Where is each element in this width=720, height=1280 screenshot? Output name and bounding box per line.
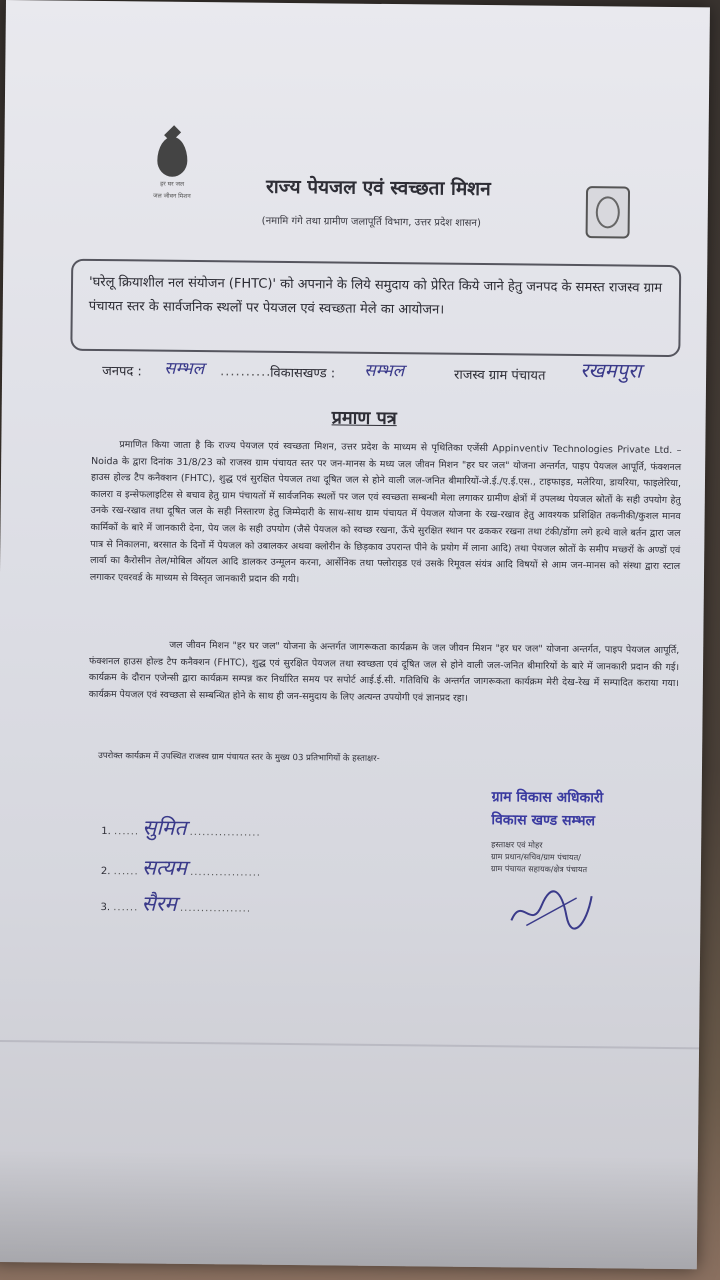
signature-1: सुमित bbox=[142, 815, 187, 840]
district-label: जनपद : bbox=[102, 364, 142, 380]
officer-stamp-text bbox=[491, 839, 691, 877]
signature-number: 1. bbox=[101, 826, 111, 838]
signature-line-3 bbox=[100, 889, 251, 919]
village-label: राजस्व ग्राम पंचायत bbox=[454, 367, 546, 384]
logo-caption-1: हर घर जल bbox=[160, 180, 185, 188]
logo-caption-2: जल जीवन मिशन bbox=[153, 192, 191, 200]
signature-dots: ................. bbox=[189, 826, 261, 839]
stamp-line-3: ग्राम पंचायत सहायक/क्षेत्र पंचायत bbox=[490, 864, 588, 875]
paper-fold bbox=[0, 1040, 699, 1049]
signatures-intro: उपरोक्त कार्यक्रम में उपस्थित राजस्व ग्राम पंचायत स्तर के मुख्य 03 प्रतिभागियों के हस्ताक्षर- bbox=[98, 751, 380, 764]
header-subtitle: (नमामि गंगे तथा ग्रामीण जलापूर्ति विभाग, उत्तर प्रदेश शासन) bbox=[261, 215, 481, 229]
stamp-line-1: हस्ताक्षर एवं मोहर bbox=[491, 840, 543, 850]
signature-dots: ...... bbox=[113, 866, 139, 878]
signature-dots: ................. bbox=[179, 902, 252, 915]
signature-dots: ...... bbox=[113, 826, 140, 838]
jal-jeevan-logo bbox=[142, 136, 203, 201]
certificate-title: प्रमाण पत्र bbox=[331, 407, 397, 430]
signature-2: सत्यम bbox=[141, 855, 188, 880]
officer-block-name: विकास खण्ड सम्भल bbox=[491, 812, 596, 830]
signature-3: सैरम bbox=[141, 891, 178, 916]
block-label: विकासखण्ड : bbox=[270, 365, 336, 382]
village-value: रखमपुरा bbox=[580, 358, 642, 383]
district-value: सम्भल bbox=[164, 358, 205, 380]
signature-line-2 bbox=[101, 853, 262, 883]
paper-shadow bbox=[0, 1150, 698, 1269]
event-notice-box bbox=[70, 259, 681, 357]
certificate-paragraph-2: जल जीवन मिशन "हर घर जल" योजना के अन्तर्गत जागरूकता कार्यक्रम के जल जीवन मिशन "हर घर जल" योजना अन्तर्गत, पाइप पेयजल आपूर्ति, फंक्शनल हाउस होल्ड टैप कनैक्शन (FHTC), शुद्ध एवं सुरक्षित पेयजल तथा स्वच्छता एवं दूषित जल से होने वाली जल-जनित बीमारियों के बारे में जानकारी प्रदान की गई। कार्यक्रम के दौरान एजेन्सी द्वारा कार्यक्रम सम्पन्न कर निर्धारित समय पर सपोर्ट आई.ई.सी. गतिविधि के अन्तर्गत जागरूकता कार्यक्रम मेरी देख-रेख में सम्पादित कराया गया। कार्यक्रम पेयजल एवं स्वच्छता से सम्बन्धित होने के साथ ही जन-समुदाय के लिए अत्यन्त उपयोगी एवं ज्ञानप्रद रहा। bbox=[88, 639, 680, 704]
water-drop-icon bbox=[157, 137, 187, 177]
header-title: राज्य पेयजल एवं स्वच्छता मिशन bbox=[265, 175, 491, 201]
district-dots: .......... bbox=[220, 364, 272, 380]
certificate-paragraph-1: प्रमाणित किया जाता है कि राज्य पेयजल एवं स्वच्छता मिशन, उत्तर प्रदेश के माध्यम से पृथितिका एजेंसी Appinventiv Technologies Private Ltd. – Noida के द्वारा दिनांक 31/8/23 को राजस्व ग्राम पंचायत स्तर पर जन-मानस के मध्य जल जीवन मिशन "हर घर जल" योजना अन्तर्गत, पाइप पेयजल आपूर्ति, फंक्शनल हाउस होल्ड टैप कनैक्शन (FHTC), शुद्ध एवं सुरक्षित पेयजल तथा दूषित जल से होने वाली जल-जनित बीमारियों-जे.ई./ए.ई.एस., टाइफाइड, मलेरिया, डायरिया, फाइलेरिया, कालरा व इन्सेफलाइटिस से बचाव हेतु ग्राम पंचायतों में सार्वजनिक स्थलों पर जल एवं स्वच्छता सम्बन्धी मेला लगाकर ग्रामीण क्षेत्रों में उपलब्ध पेयजल स्रोतों के सही उपयोग हेतु उनके रख-रखाव तथा दूषित जल के सही निस्तारण हेतु जिम्मेदारी के साथ-साथ ग्राम पंचायत में पेयजल योजना के रख-रखाव हेतु आवश्यक प्रशिक्षित तकनीकी/कुशल मानव कार्मिकों के बारे में जानकारी देना, पेय जल के सही उपयोग (जैसे पेयजल को स्वच्छ रखना, ऊँचे सुरक्षित स्थान पर ढककर रखना तथा टंकी/डोंगा लगे हत्थे वाले बर्तन द्वारा जल पात्र से निकालना, बरसात के दिनों में पेयजल को उबालकर अथवा क्लोरीन के छिड़काव उपरान्त पीने के प्रयोग में लाना आदि) तथा पेयजल स्रोतों के समीप मच्छरों के अण्डों एवं लार्वा का कैरोसीन तेल/मोबिल ऑयल आदि डालकर उन्मूलन करना, आर्सेनिक तथा फ्लोराइड एवं उसके रिमूवल संयंत्र आदि विषयों से आम जन-मानस को संस्था द्वारा स्टाल लगाकर एवरवर्ड के माध्यम से विस्तृत जानकारी प्रदान की गयी। bbox=[89, 439, 682, 585]
officer-title: ग्राम विकास अधिकारी bbox=[491, 789, 604, 807]
stamp-line-2: ग्राम प्रधान/सचिव/ग्राम पंचायत/ bbox=[491, 852, 581, 863]
signature-number: 3. bbox=[100, 902, 111, 914]
signature-dots: ................. bbox=[190, 866, 262, 879]
officer-block bbox=[491, 787, 692, 877]
block-value: सम्भल bbox=[364, 360, 405, 382]
signature-line-1 bbox=[101, 813, 261, 843]
officer-signature-scribble bbox=[506, 885, 597, 936]
event-notice-text: 'घरेलू क्रियाशील नल संयोजन (FHTC)' को अपनाने के लिये समुदाय को प्रेरित किये जाने हेतु जनपद के समस्त राजस्व ग्राम पंचायत स्तर के सार्वजनिक स्थलों पर पेयजल एवं स्वच्छता मेले का आयोजन। bbox=[88, 274, 663, 318]
signature-dots: ...... bbox=[113, 902, 139, 914]
signature-number: 2. bbox=[100, 866, 111, 878]
up-emblem-icon bbox=[586, 186, 631, 238]
location-info-row bbox=[102, 357, 702, 384]
